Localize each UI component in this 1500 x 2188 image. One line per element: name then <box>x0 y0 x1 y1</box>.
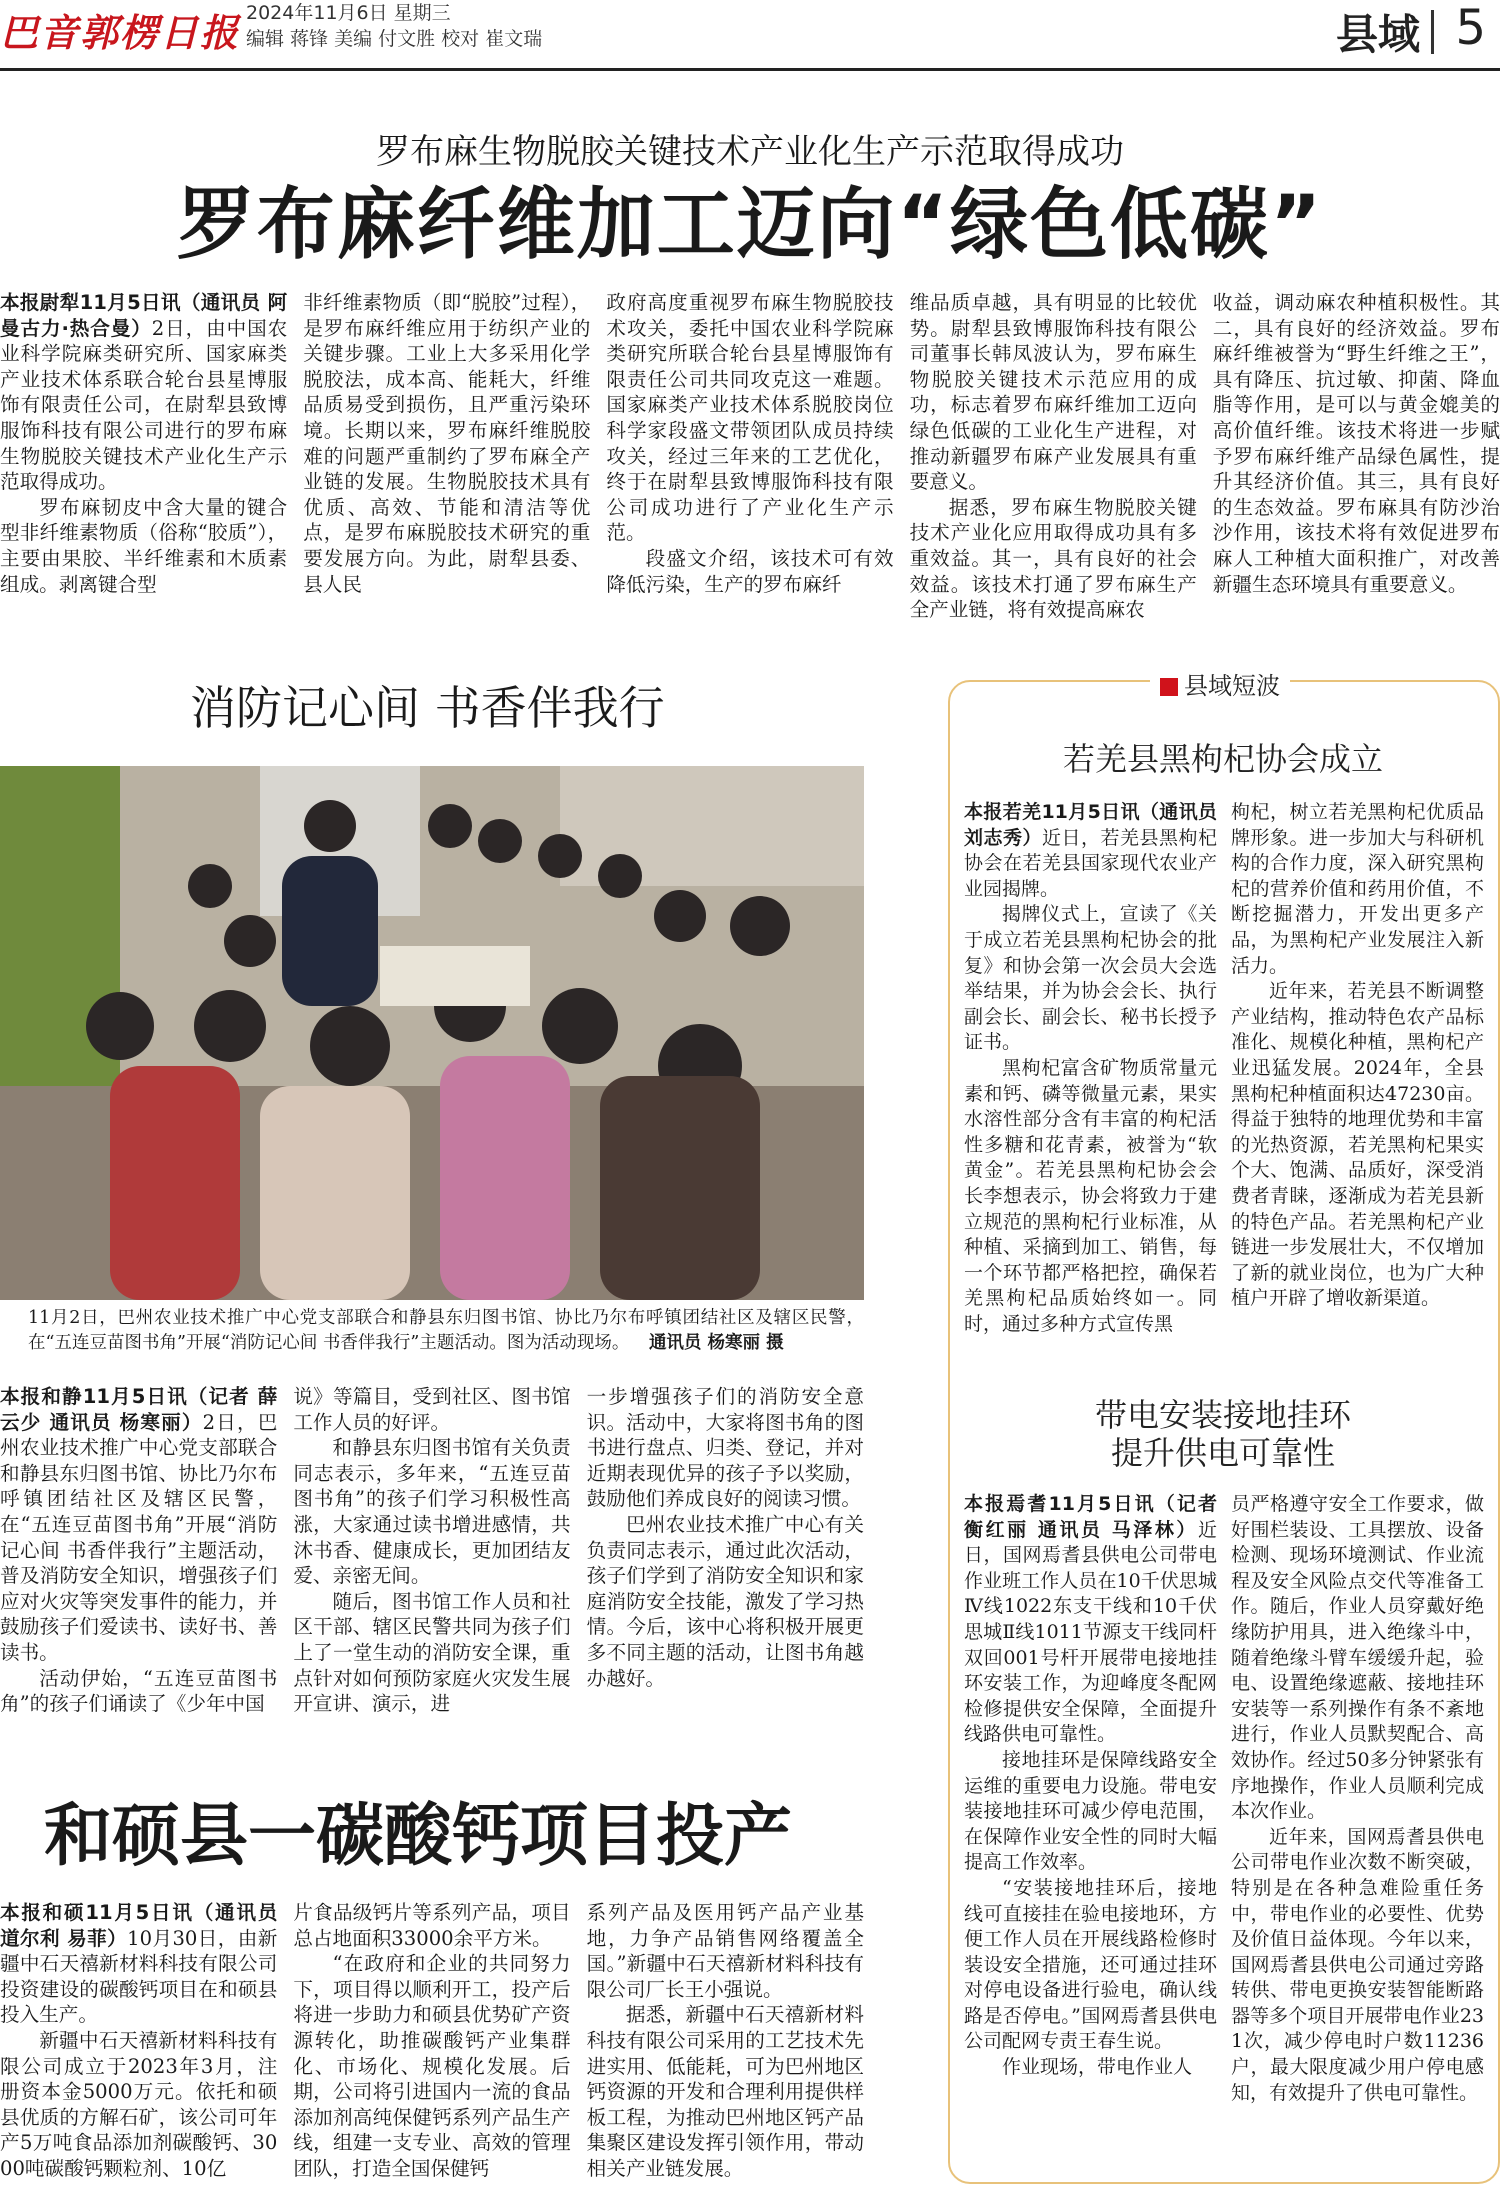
photo-credit: 通讯员 杨寒丽 摄 <box>648 1333 784 1353</box>
article2-headline: 消防记心间 书香伴我行 <box>190 681 665 735</box>
sidebar-news2-col-2 <box>1231 1492 1484 2172</box>
sidebar-news2-title-line1: 带电安装接地挂环 <box>1094 1396 1351 1434</box>
newspaper-logo: 巴音郭楞日报 <box>0 10 241 55</box>
sidebar-label <box>1150 666 1290 701</box>
sidebar-news1-col-1 <box>964 800 1217 1360</box>
article1-text-4: 维品质卓越，具有明显的比较优势。尉犁县致博服饰科技有限公司董事长韩凤波认为，罗布麻生物脱胶关键技术示范应用的成功，标志着罗布麻纤维加工迈向绿色低碳的工业化生产进程，对推动新疆罗布麻产业发展具有重要意义。 <box>909 291 1197 494</box>
article1-col-5 <box>1213 290 1500 630</box>
sidebar-label-text: 县域短波 <box>1184 672 1280 700</box>
article1-text-2: 非纤维素物质（即“脱胶”过程），是罗布麻纤维应用于纺织产业的关键步骤。工业上大多采用化学脱胶法，成本高、能耗大，纤维品质易受到损伤，且严重污染环境。长期以来，罗布麻纤维脱胶难的问题严重制约了罗布麻全产业链的发展。生物脱胶技术具有优质、高效、节能和清洁等优点，是罗布麻脱胶技术研究的重要发展方向。为此，尉犁县委、县人民 <box>303 291 591 596</box>
sidebar-news2-text-1c: “安装接地挂环后，接地线可直接挂在验电接地环，方便工作人员在开展线路检修时装设安全措施，还可通过挂环对停电设备进行验电，确认线路是否停电。”国网焉耆县供电公司配网专责王春生说。 <box>964 1876 1217 2053</box>
masthead-rule <box>0 68 1500 71</box>
article1-text-5: 收益，调动麻农种植积极性。其二，具有良好的经济效益。罗布麻纤维被誉为“野生纤维之王”，具有降压、抗过敏、抑菌、降血脂等作用，是可以与黄金媲美的高价值纤维。该技术将进一步赋予罗布麻纤维产品绿色属性，提升其经济价值。其三，具有良好的生态效益。罗布麻具有防沙治沙作用，该技术将有效促进罗布麻人工种植大面积推广，对改善新疆生态环境具有重要意义。 <box>1212 291 1500 596</box>
article1-body <box>0 290 1500 630</box>
sidebar-news2-text-1d: 作业现场，带电作业人 <box>1002 2056 1193 2079</box>
sidebar-news1-col-2 <box>1231 800 1484 1360</box>
photo-caption <box>28 1306 864 1356</box>
sidebar-news2-dateline: 本报焉耆11月5日讯（记者 衡红丽 通讯员 马泽林） <box>964 1493 1217 1541</box>
sidebar-news1-text-1: 近日，若羌县黑枸杞协会在若羌县国家现代农业产业园揭牌。 <box>964 826 1217 900</box>
sidebar-news2-body <box>964 1492 1484 2172</box>
article3-text-2: 片食品级钙片等系列产品，项目总占地面积33000余平方米。 <box>293 1901 571 1950</box>
article1-headline: 罗布麻纤维加工迈向“绿色低碳” <box>176 180 1324 270</box>
article1-col-1 <box>0 290 287 630</box>
sidebar-news2-title-line2: 提升供电可靠性 <box>1110 1434 1335 1472</box>
article1-text-3: 政府高度重视罗布麻生物脱胶技术攻关，委托中国农业科学院麻类研究所联合轮台县星博服饰有限责任公司共同攻克这一难题。国家麻类产业技术体系脱胶岗位科学家段盛文带领团队成员持续攻关，经过三年来的工艺优化，终于在尉犁县致博服饰科技有限公司成功进行了产业化生产示范。 <box>606 291 894 545</box>
sidebar-news2-text-2b: 近年来，国网焉耆县供电公司带电作业次数不断突破，特别是在各种急难险重任务中，带电作业的必要性、优势及价值日益体现。今年以来，国网焉耆县供电公司通过旁路转供、带电更换安装智能断路器等多个项目开展带电作业231次，减少停电时户数11236户，最大限度减少用户停电感知，有效提升了供电可靠性。 <box>1231 1825 1484 2104</box>
sidebar-news2-text-1b: 接地挂环是保障线路安全运维的重要电力设施。带电安装接地挂环可减少停电范围，在保障作业安全性的同时大幅提高工作效率。 <box>964 1748 1217 1874</box>
article1-col-2 <box>303 290 590 630</box>
article3-text-1: 10月30日，由新疆中石天禧新材料科技有限公司投资建设的碳酸钙项目在和硕县投入生产。 <box>0 1926 278 2027</box>
article3-body <box>0 1900 864 2180</box>
page-number: 5 <box>1455 0 1486 56</box>
article2-text-2c: 随后，图书馆工作人员和社区干部、辖区民警共同为孩子们上了一堂生动的消防安全课，重点针对如何预防家庭火灾发生展开宣讲、演示，进 <box>293 1589 571 1716</box>
article3-headline: 和硕县一碳酸钙项目投产 <box>44 1796 793 1876</box>
sidebar-news2-col-1 <box>964 1492 1217 2172</box>
issue-date: 2024年11月6日 星期三 <box>246 2 451 24</box>
article3-text-2b: “在政府和企业的共同努力下，项目得以顺利开工，投产后将进一步助力和硕县优势矿产资源转化，助推碳酸钙产业集群化、市场化、规模化发展。后期，公司将引进国内一流的食品添加剂高纯保健钙系列产品生产线，组建一支专业、高效的管理团队，打造全国保健钙 <box>293 1952 571 2180</box>
article2-text-2: 说》等篇目，受到社区、图书馆工作人员的好评。 <box>293 1385 571 1434</box>
article2-text-2b: 和静县东归图书馆有关负责同志表示，多年来，“五连豆苗图书角”的孩子们学习积极性高涨，大家通过读书增进感情，共沐书香、健康成长，更加团结友爱、亲密无间。 <box>293 1436 571 1588</box>
editor-credits: 编辑 蒋锋 美编 付文胜 校对 崔文瑞 <box>246 28 543 50</box>
article3-text-3: 系列产品及医用钙产品产业基地，力争产品销售网络覆盖全国。”新疆中石天禧新材料科技有限公司厂长王小强说。 <box>586 1901 864 2001</box>
sidebar-news1-text-1b: 揭牌仪式上，宣读了《关于成立若羌县黑枸杞协会的批复》和协会第一次会员大会选举结果，并为协会会长、执行副会长、副会长、秘书长授予证书。 <box>964 903 1217 1054</box>
article2-text-1b: 活动伊始，“五连豆苗图书角”的孩子们诵读了《少年中国 <box>0 1666 278 1716</box>
article3-col-1 <box>0 1900 277 2180</box>
article1-text-4b: 据悉，罗布麻生物脱胶关键技术产业化应用取得成功具有多重效益。其一，具有良好的社会效益。该技术打通了罗布麻生产全产业链，将有效提高麻农 <box>909 495 1197 622</box>
section-divider <box>1431 10 1434 54</box>
article1-col-4 <box>910 290 1197 630</box>
article2-text-3: 一步增强孩子们的消防安全意识。活动中，大家将图书角的图书进行盘点、归类、登记，并对近期表现优异的孩子予以奖励，鼓励他们养成良好的阅读习惯。 <box>586 1385 864 1511</box>
photo-caption-text: 11月2日，巴州农业技术推广中心党支部联合和静县东归图书馆、协比乃尔布呼镇团结社区及辖区民警，在“五连豆苗图书角”开展“消防记心间 书香伴我行”主题活动。图为活动现场。 <box>28 1308 864 1353</box>
photo-illustration <box>0 766 864 1300</box>
article2-text-3b: 巴州农业技术推广中心有关负责同志表示，通过此次活动，孩子们学到了消防安全知识和家庭消防安全技能，激发了学习热情。今后，该中心将积极开展更多不同主题的活动，让图书角越办越好。 <box>586 1512 864 1690</box>
article2-body <box>0 1384 864 1764</box>
sidebar-news1-text-1c: 黑枸杞富含矿物质常量元素和钙、磷等微量元素，果实水溶性部分含有丰富的枸杞活性多糖和花青素，被誉为“软黄金”。若羌县黑枸杞协会会长李想表示，协会将致力于建立规范的黑枸杞行业标准，从种植、采摘到加工、销售，每一个环节都严格把控，确保若羌黑枸杞品质始终如一。同时，通过多种方式宣传黑 <box>964 1056 1217 1335</box>
article1-kicker: 罗布麻生物脱胶关键技术产业化生产示范取得成功 <box>376 132 1124 172</box>
article1-text-3b: 段盛文介绍，该技术可有效降低污染，生产的罗布麻纤 <box>606 546 894 596</box>
sidebar-news2-text-2: 员严格遵守安全工作要求，做好围栏装设、工具摆放、设备检测、现场环境测试、作业流程及安全风险点交代等准备工作。随后，作业人员穿戴好绝缘防护用具，进入绝缘斗中，随着绝缘斗臂车缓缓升起，验电、设置绝缘遮蔽、接地挂环安装等一系列操作有条不紊地进行，作业人员默契配合、高效协作。经过50多分钟紧张有序地操作，作业人员顺利完成本次作业。 <box>1231 1493 1484 1823</box>
sidebar-news1-text-2b: 近年来，若羌县不断调整产业结构，推动特色农产品标准化、规模化种植，黑枸杞产业迅猛发展。2024年，全县黑枸杞种植面积达47230亩。得益于独特的地理优势和丰富的光热资源，若羌黑枸杞果实个大、饱满、品质好，深受消费者青睐，逐渐成为若羌县新的特色产品。若羌黑枸杞产业链进一步发展壮大，不仅增加了新的就业岗位，也为广大种植户开辟了增收新渠道。 <box>1231 980 1484 1310</box>
article1-col-3 <box>606 290 893 630</box>
article3-text-1b: 新疆中石天禧新材料科技有限公司成立于2023年3月，注册资本金5000万元。依托和硕县优质的方解石矿，该公司可年产5万吨食品添加剂碳酸钙、3000吨碳酸钙颗粒剂、10亿 <box>0 2028 278 2180</box>
article2-col-3 <box>587 1384 864 1764</box>
activity-photo <box>0 766 864 1300</box>
article2-col-1 <box>0 1384 277 1764</box>
article2-col-2 <box>293 1384 570 1764</box>
section-title: 县域 <box>1335 10 1420 59</box>
article3-dateline: 本报和硕11月5日讯（通讯员 道尔利 易菲） <box>0 1901 278 1950</box>
article1-dateline: 本报尉犁11月5日讯（通讯员 阿曼古力·热合曼） <box>0 291 288 340</box>
article3-text-3b: 据悉，新疆中石天禧新材料科技有限公司采用的工艺技术先进实用、低能耗，可为巴州地区钙资源的开发和合理利用提供样板工程，为推动巴州地区钙产品集聚区建设发挥引领作用，带动相关产业链发展。 <box>586 2003 864 2180</box>
article1-text-1: 2日，由中国农业科学院麻类研究所、国家麻类产业技术体系联合轮台县星博服饰有限责任公司，在尉犁县致博服饰科技有限公司进行的罗布麻生物脱胶关键技术产业化生产示范取得成功。 <box>0 316 288 494</box>
article3-col-2 <box>293 1900 570 2180</box>
sidebar-news2-text-1: 近日，国网焉耆县供电公司带电作业班工作人员在10千伏思城Ⅳ线1022东支干线和10千伏思城Ⅱ线1011节源支干线同杆双回001号杆开展带电接地挂环安装工作，为迎峰度冬配网检修提供安全保障，全面提升线路供电可靠性。 <box>964 1518 1217 1746</box>
article3-col-3 <box>587 1900 864 2180</box>
sidebar-news1-dateline: 本报若羌11月5日讯（通讯员 刘志秀） <box>964 801 1217 849</box>
article2-dateline: 本报和静11月5日讯（记者 薛云少 通讯员 杨寒丽） <box>0 1385 278 1434</box>
article1-text-1b: 罗布麻韧皮中含大量的键合型非纤维素物质（俗称“胶质”），主要由果胶、半纤维素和木质素组成。剥离键合型 <box>0 495 288 596</box>
sidebar-news1-body <box>964 800 1484 1360</box>
sidebar-news1-text-2: 枸杞，树立若羌黑枸杞优质品牌形象。进一步加大与科研机构的合作力度，深入研究黑枸杞的营养价值和药用价值，不断挖掘潜力，开发出更多产品，为黑枸杞产业发展注入新活力。 <box>1231 801 1484 977</box>
red-square-icon <box>1160 678 1178 696</box>
sidebar-news1-title: 若羌县黑枸杞协会成立 <box>1062 740 1383 778</box>
article2-text-1: 2日，巴州农业技术推广中心党支部联合和静县东归图书馆、协比乃尔布呼镇团结社区及辖区民警，在“五连豆苗图书角”开展“消防记心间 书香伴我行”主题活动，普及消防安全知识，增强孩子们应对火灾等突发事件的能力，并鼓励孩子们爱读书、读好书、善读书。 <box>0 1410 278 1664</box>
sidebar-news2-title <box>950 1396 1496 1472</box>
